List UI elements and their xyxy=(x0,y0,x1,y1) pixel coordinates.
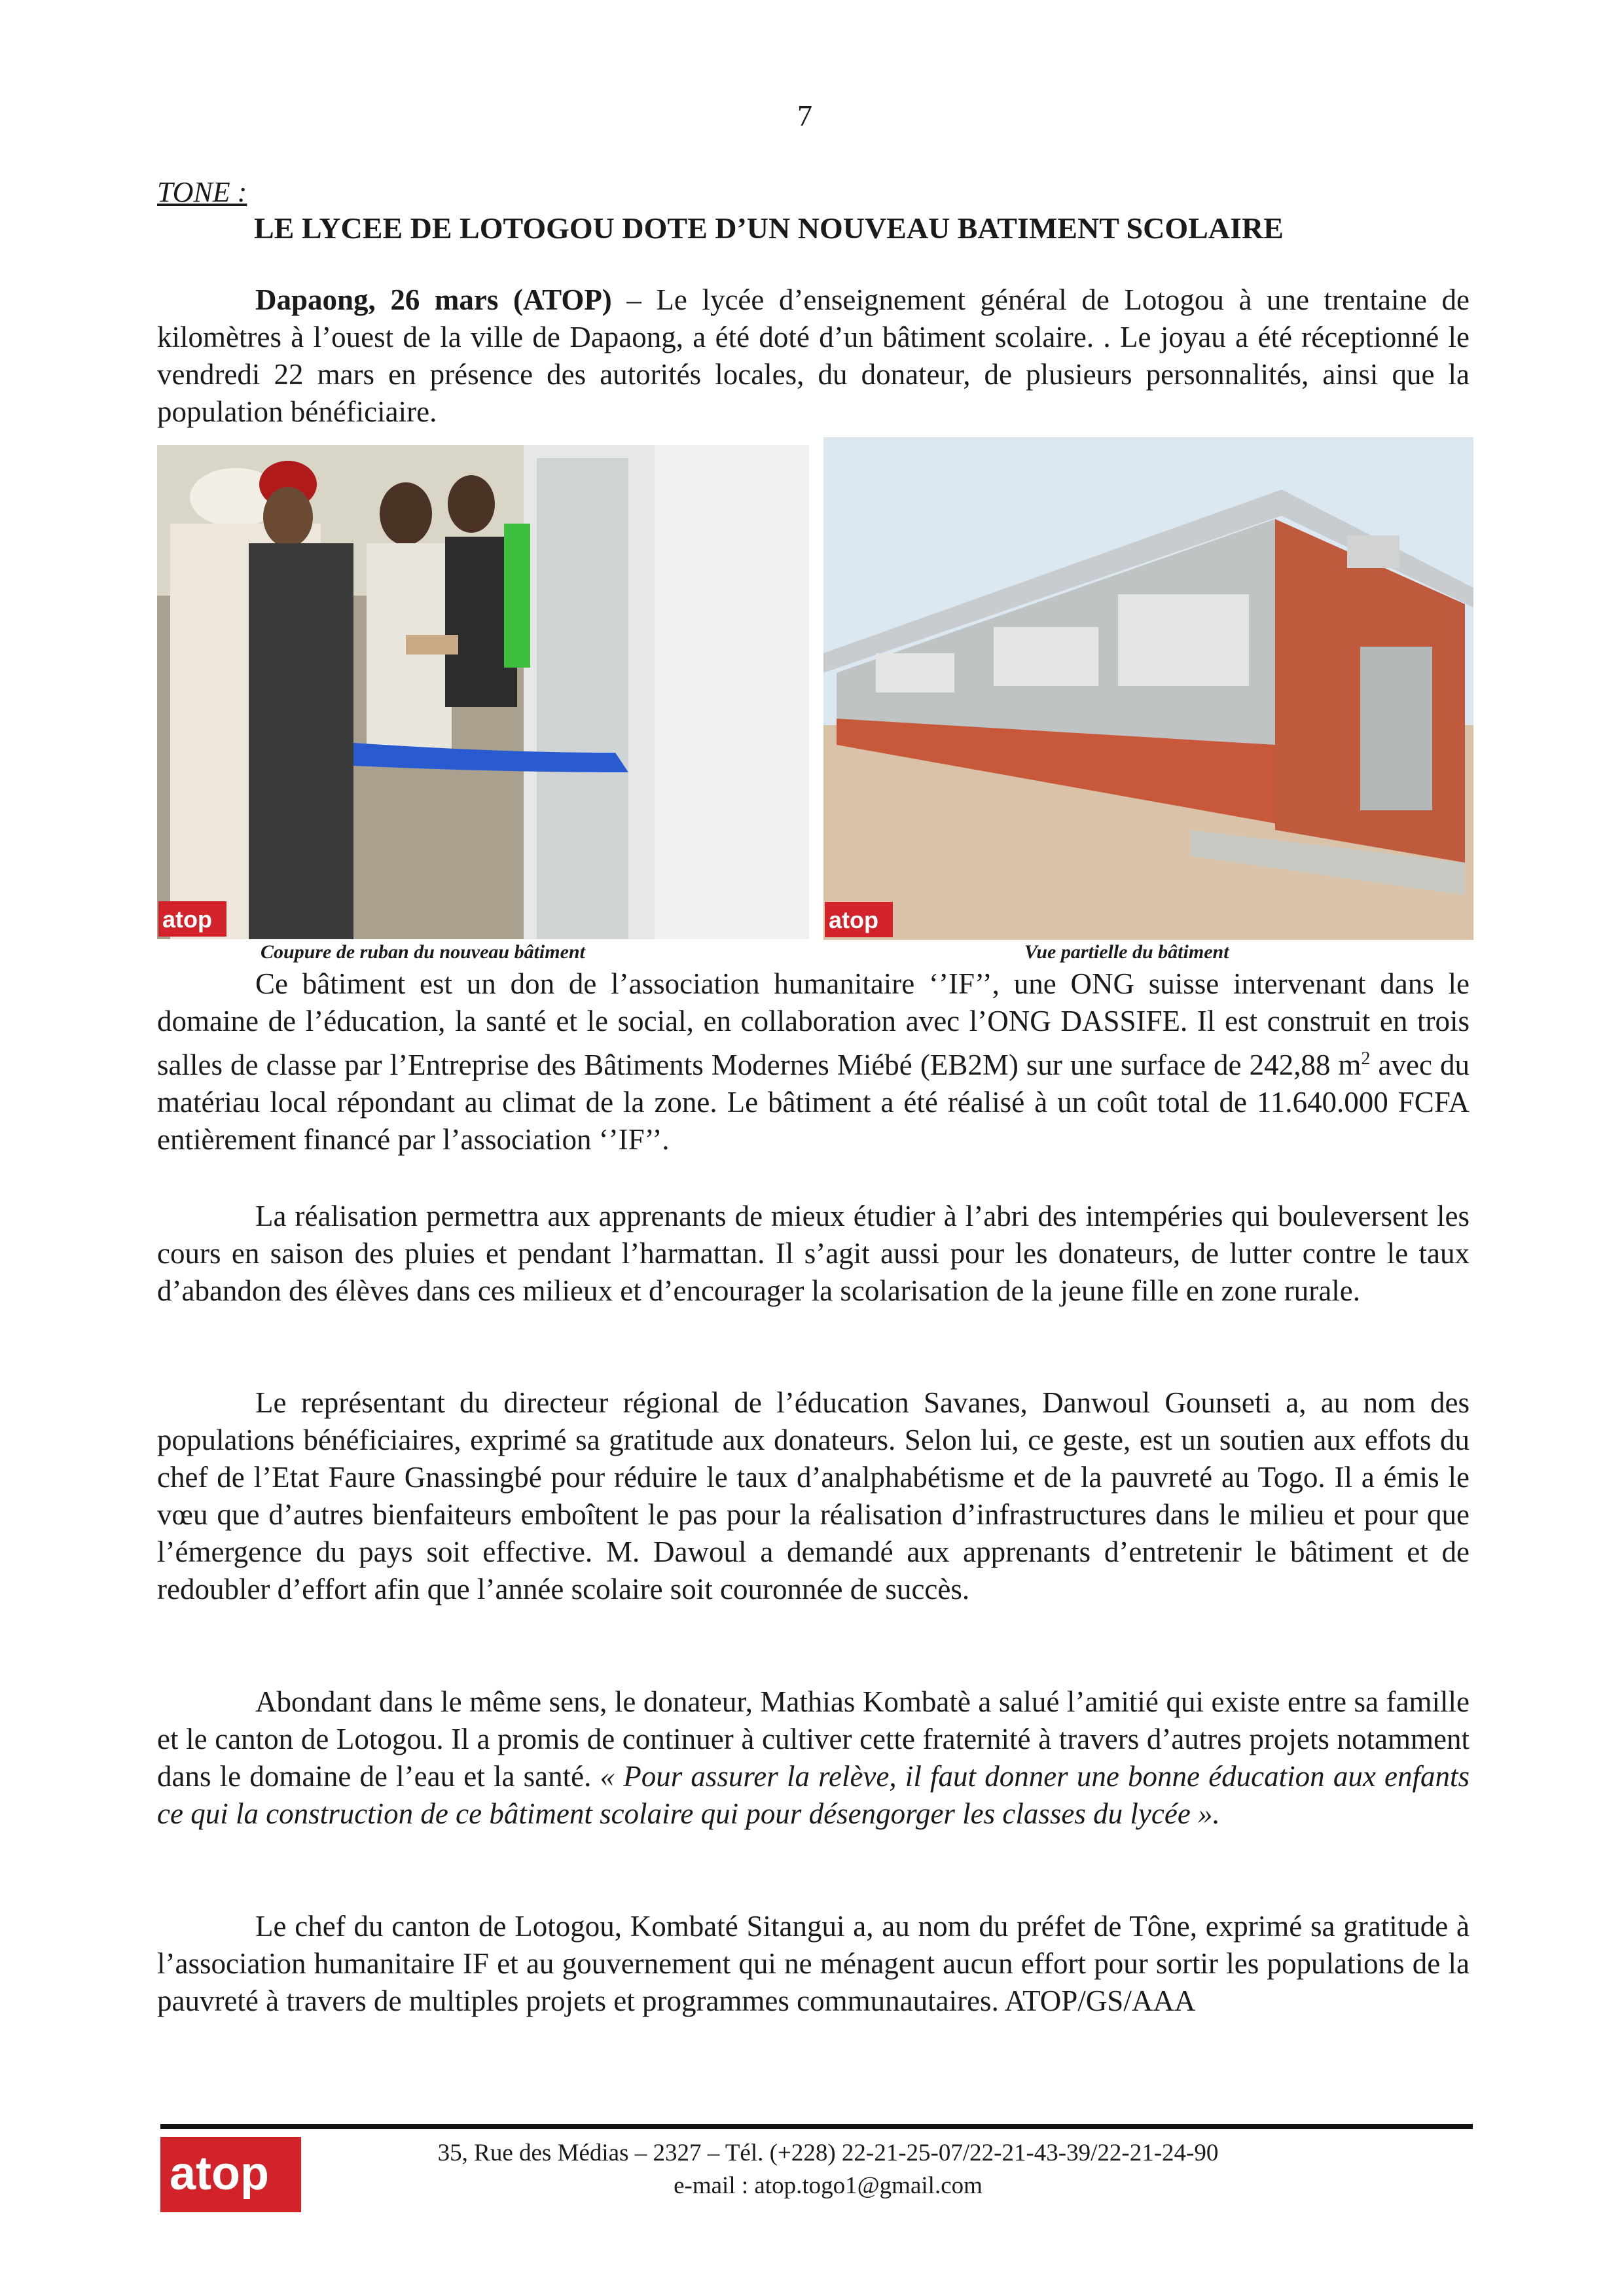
superscript-square: 2 xyxy=(1361,1049,1371,1069)
paragraph-representative-text: Le représentant du directeur régional de l’éducation Savanes, Danwoul Gounseti a, au nom des populations bénéficiaires, exprimé sa gratitude aux donateurs. Selon lui, ce geste, est un soutien aux effots du chef de l’Etat Faure Gnassingbé pour réduire le taux d’analphabétisme et de la pauvreté au Togo. Il a émis le vœu que d’autres bienfaiteurs emboîtent le pas pour la réalisation d’infrastructures dans le milieu et pour que l’émergence du pays soit effective. M. Dawoul a demandé aux apprenants d’entretenir le bâtiment et de redoubler d’effort afin que l’année scolaire soit couronnée de succès. xyxy=(157,1386,1470,1605)
paragraph-donor xyxy=(157,1683,1470,1833)
paragraph-chief-text: Le chef du canton de Lotogou, Kombaté Sitangui a, au nom du préfet de Tône, exprimé sa gratitude à l’association humanitaire IF et au gouvernement qui ne ménagent aucun effort pour sortir les populations de la pauvreté à travers de multiples projets et programmes communautaires. ATOP/GS/AAA xyxy=(157,1910,1470,2017)
footer-email: e-mail : atop.togo1@gmail.com xyxy=(674,2172,983,2199)
paragraph-chief xyxy=(157,1908,1470,2020)
photo-watermark-right xyxy=(825,902,893,937)
school-building-illustration xyxy=(823,437,1473,940)
photo-watermark-text: atop xyxy=(829,906,878,933)
paragraph-donation xyxy=(157,965,1470,1158)
footer-address: 35, Rue des Médias – 2327 – Tél. (+228) 22-21-25-07/22-21-43-39/22-21-24-90 xyxy=(437,2140,1219,2166)
dateline: Dapaong, 26 mars (ATOP) xyxy=(255,283,612,316)
photo-watermark-left xyxy=(158,901,226,937)
section-label: TONE : xyxy=(157,176,247,208)
paragraph-donor-text: Abondant dans le même sens, le donateur, Mathias Kombatè a salué l’amitié qui existe entre sa famille et le canton de Lotogou. Il a promis de continuer à cultiver cette fraternité à travers d’autres projets notamment dans le domaine de l’eau et la santé. xyxy=(157,1685,1470,1793)
paragraph-representative xyxy=(157,1384,1470,1608)
donor-quote: « Pour assurer la relève, il faut donner une bonne éducation aux enfants ce qui la construction de ce bâtiment scolaire qui pour désengorger les classes du lycée ». xyxy=(157,1760,1470,1830)
paragraph-donation-text-b: avec du matériau local répondant au climat de la zone. Le bâtiment a été réalisé à un coût total de 11.640.000 FCFA entièrement financé par l’association ‘’IF’’. xyxy=(157,1049,1470,1156)
paragraph-benefits xyxy=(157,1198,1470,1310)
footer-divider xyxy=(160,2124,1473,2129)
left-photo-caption: Coupure de ruban du nouveau bâtiment xyxy=(261,941,585,963)
article-headline: LE LYCEE DE LOTOGOU DOTE D’UN NOUVEAU BATIMENT SCOLAIRE xyxy=(254,211,1284,245)
lead-text: – Le lycée d’enseignement général de Lotogou à une trentaine de kilomètres à l’ouest de la ville de Dapaong, a été doté d’un bâtiment scolaire. . Le joyau a été réceptionné le vendredi 22 mars en présence des autorités locales, du donateur, de plusieurs personnalités, ainsi que la population bénéficiaire. xyxy=(157,283,1470,428)
photo-ribbon-cutting xyxy=(157,445,809,939)
page-number: 7 xyxy=(797,99,812,132)
ribbon-cutting-illustration xyxy=(157,445,809,939)
atop-logo-text: atop xyxy=(170,2147,269,2200)
right-photo-caption: Vue partielle du bâtiment xyxy=(1024,941,1229,963)
photo-school-building xyxy=(823,437,1473,940)
lead-paragraph xyxy=(157,281,1470,431)
paragraph-donation-text-a: Ce bâtiment est un don de l’association humanitaire ‘’IF’’, une ONG suisse intervenant dans le domaine de l’éducation, la santé et le social, en collaboration avec l’ONG DASSIFE. Il est construit en trois salles de classe par l’Entreprise des Bâtiments Modernes Miébé (EB2M) sur une surface de 242,88 m xyxy=(157,967,1470,1081)
atop-logo xyxy=(160,2137,301,2212)
paragraph-benefits-text: La réalisation permettra aux apprenants de mieux étudier à l’abri des intempéries qui bouleversent les cours en saison des pluies et pendant l’harmattan. Il s’agit aussi pour les donateurs, de lutter contre le taux d’abandon des élèves dans ces milieux et d’encourager la scolarisation de la jeune fille en zone rurale. xyxy=(157,1200,1470,1307)
photo-watermark-text: atop xyxy=(162,906,212,933)
